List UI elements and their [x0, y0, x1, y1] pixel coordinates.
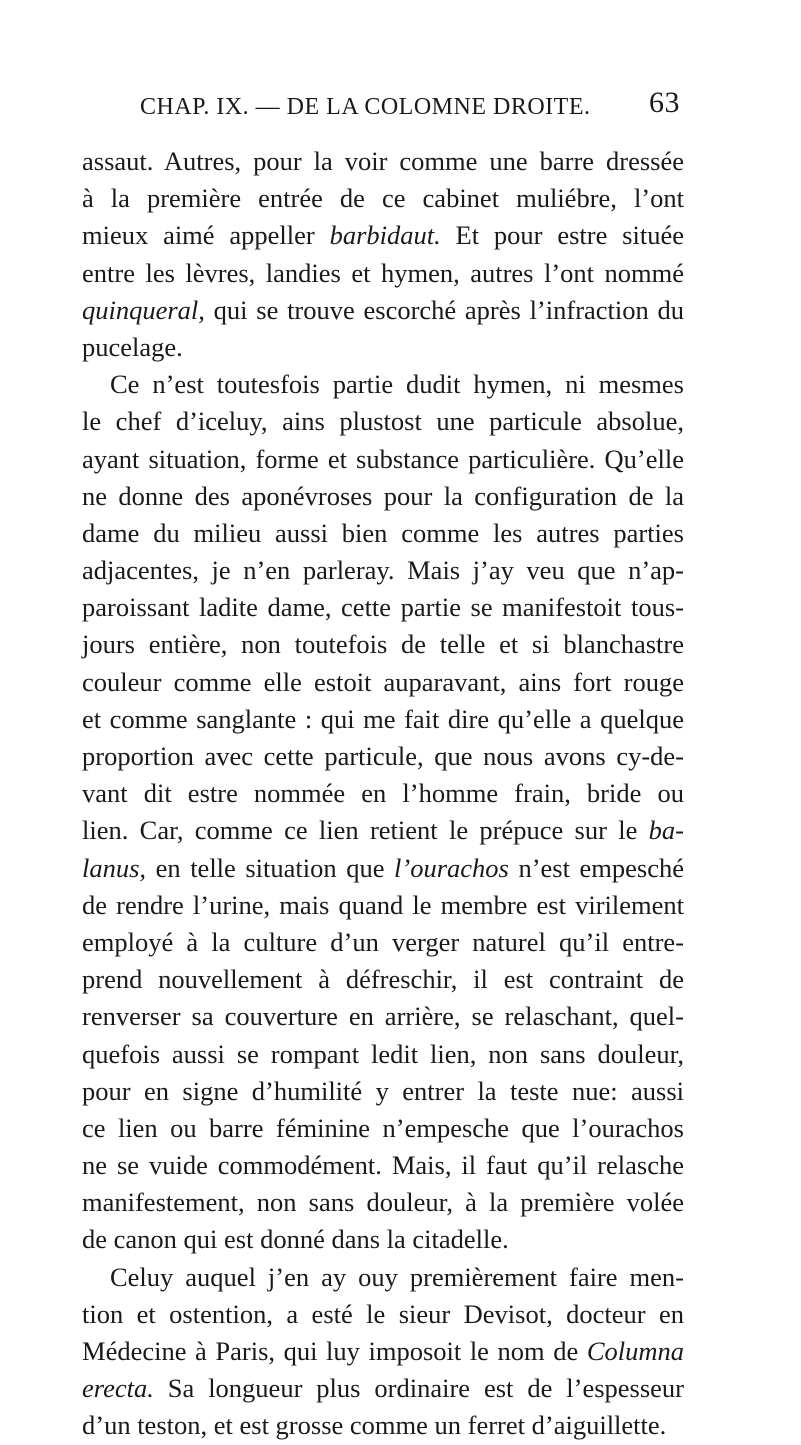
- text-line: renverser sa couverture en arrière, se relaschant, quel-: [82, 1001, 684, 1032]
- text-line: lien. Car, comme ce lien retient le prépuce sur le ba-: [82, 815, 684, 846]
- text-line: quefois aussi se rompant ledit lien, non sans douleur,: [82, 1038, 684, 1069]
- text-line: ce lien ou barre féminine n’empesche que l’ourachos: [82, 1112, 684, 1143]
- text-line: lanus, en telle situation que l’ourachos n’est empesché: [82, 852, 684, 883]
- text-line: assaut. Autres, pour la voir comme une barre dressée: [82, 146, 684, 176]
- text-line: prend nouvellement à défreschir, il est contraint de: [82, 964, 684, 995]
- text-line: à la première entrée de ce cabinet muliébre, l’ont: [82, 183, 684, 214]
- text-line: ne se vuide commodément. Mais, il faut qu’il relasche: [82, 1150, 684, 1181]
- text-line: employé à la culture d’un verger naturel qu’il entre-: [82, 926, 684, 957]
- text-line: adjacentes, je n’en parleray. Mais j’ay veu que n’ap-: [82, 555, 684, 586]
- text-line: pucelage.: [82, 331, 183, 362]
- italic-term: l’ourachos: [394, 852, 509, 883]
- italic-term: quinqueral,: [82, 294, 205, 325]
- page-number: 63: [649, 86, 680, 119]
- italic-term: lanus,: [82, 852, 147, 883]
- text-line: ne donne des aponévroses pour la configuration de la: [82, 480, 684, 511]
- running-head: [140, 86, 680, 126]
- text-line: Médecine à Paris, qui luy imposoit le nom de Columna: [82, 1336, 684, 1366]
- text-line: d’un teston, et est grosse comme un ferret d’aiguillette.: [82, 1410, 667, 1441]
- text-line: de canon qui est donné dans la citadelle.: [82, 1224, 509, 1255]
- text-line: de rendre l’urine, mais quand le membre est virilement: [82, 889, 684, 920]
- italic-term: barbidaut.: [329, 220, 441, 251]
- text-line: entre les lèvres, landies et hymen, autres l’ont nommé: [82, 257, 684, 288]
- body-text: [82, 143, 684, 1445]
- text-line: erecta. Sa longueur plus ordinaire est de l’espesseur: [82, 1373, 684, 1404]
- text-line: proportion avec cette particule, que nous avons cy-de-: [82, 741, 684, 771]
- italic-term: Columna: [586, 1336, 684, 1366]
- text-line: manifestement, non sans douleur, à la première volée: [82, 1187, 684, 1218]
- running-title: CHAP. IX. — DE LA COLOMNE DROITE.: [140, 94, 591, 120]
- text-line: dame du milieu aussi bien comme les autres parties: [82, 517, 684, 548]
- text-line: jours entière, non toutefois de telle et si blanchastre: [82, 629, 684, 660]
- text-line: tion et ostention, a esté le sieur Devisot, docteur en: [82, 1298, 684, 1329]
- text-line: ayant situation, forme et substance particulière. Qu’elle: [82, 443, 684, 474]
- text-line: et comme sanglante : qui me fait dire qu’elle a quelque: [82, 703, 684, 734]
- text-line: mieux aimé appeller barbidaut. Et pour estre située: [82, 220, 684, 251]
- text-line: Ce n’est toutesfois partie dudit hymen, ni mesmes: [110, 369, 684, 400]
- text-line: Celuy auquel j’en ay ouy premièrement faire men-: [110, 1261, 684, 1292]
- text-line: quinqueral, qui se trouve escorché après l’infraction du: [82, 294, 684, 325]
- text-line: pour en signe d’humilité y entrer la teste nue: aussi: [82, 1075, 684, 1106]
- text-line: couleur comme elle estoit auparavant, ains fort rouge: [82, 666, 684, 697]
- text-line: paroissant ladite dame, cette partie se manifestoit tous-: [82, 592, 684, 623]
- text-line: vant dit estre nommée en l’homme frain, bride ou: [82, 778, 684, 809]
- text-line: le chef d’iceluy, ains plustost une particule absolue,: [82, 406, 684, 437]
- italic-term: erecta.: [82, 1373, 154, 1404]
- italic-term: ba-: [648, 815, 684, 846]
